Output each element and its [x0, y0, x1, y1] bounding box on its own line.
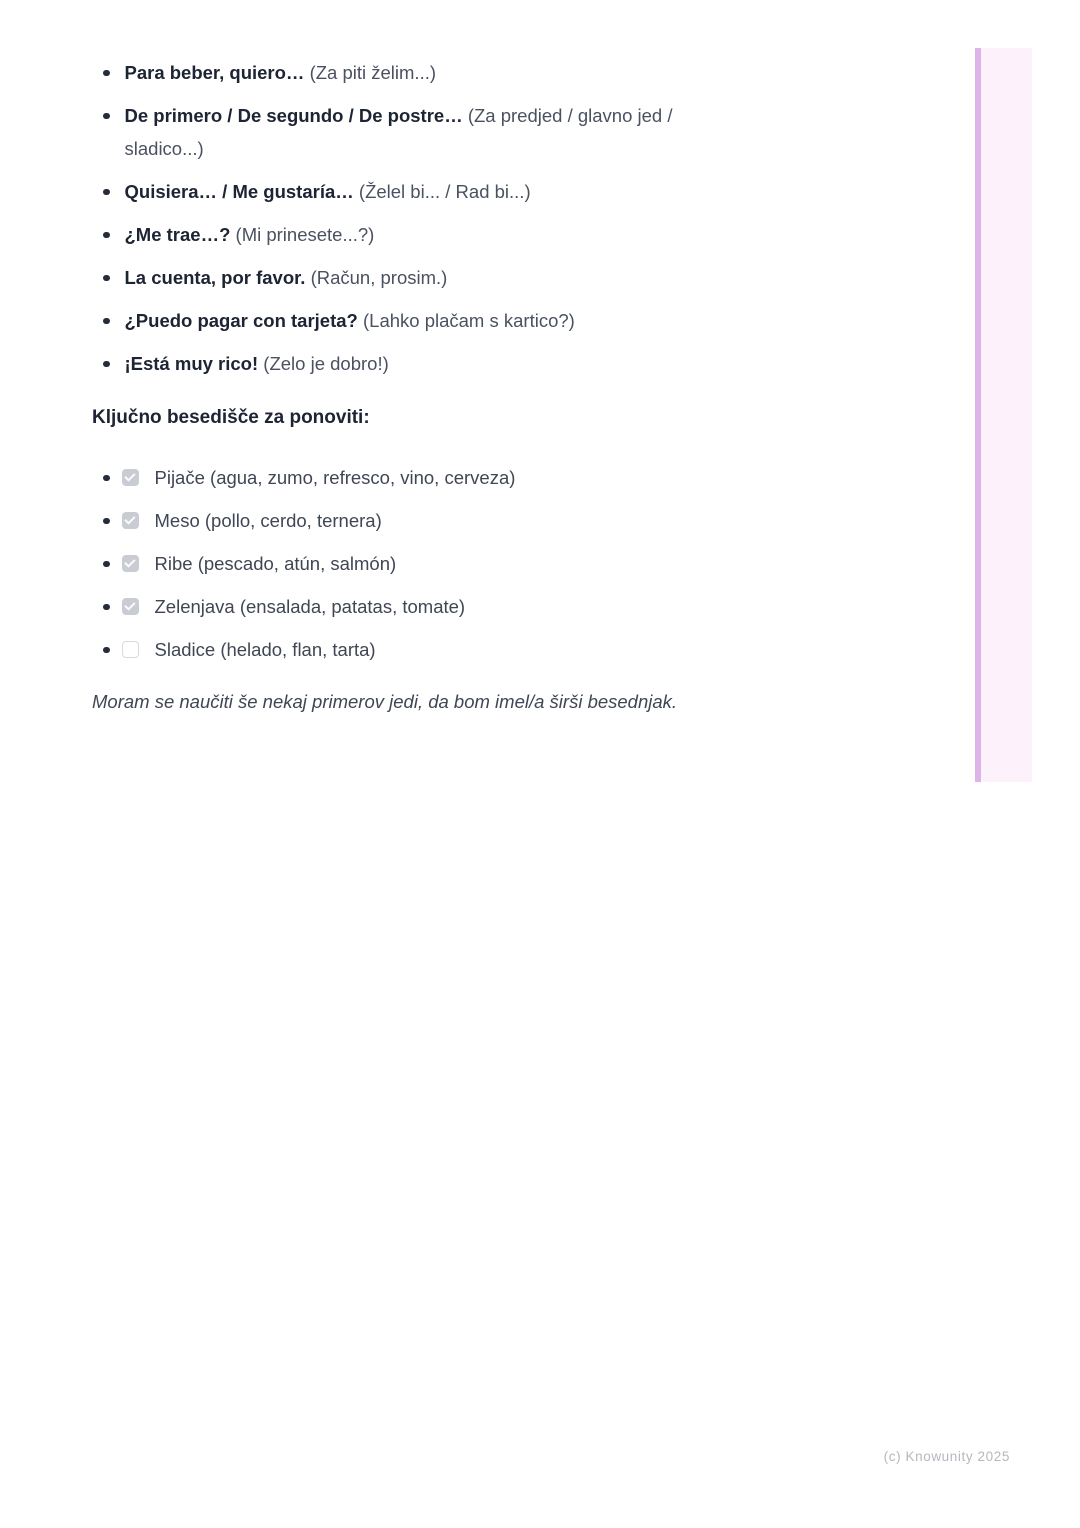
phrase-item	[92, 218, 852, 251]
phrase-spanish: Para beber, quiero…	[124, 62, 305, 83]
phrase-text	[125, 261, 448, 294]
vocab-heading: Ključno besedišče za ponoviti:	[92, 407, 370, 428]
phrase-item	[92, 175, 852, 208]
phrase-text	[125, 56, 437, 89]
bullet-icon	[103, 604, 110, 611]
phrase-item	[92, 304, 852, 337]
phrase-text	[125, 175, 531, 208]
bullet-icon	[103, 561, 110, 568]
phrase-translation: (Želel bi... / Rad bi...)	[358, 181, 531, 202]
phrase-translation: (Mi prinesete...?)	[235, 224, 375, 245]
checklist-item	[92, 633, 852, 666]
bullet-icon	[103, 70, 110, 77]
bullet-icon	[103, 232, 110, 239]
phrase-item	[92, 56, 852, 89]
phrase-spanish: De primero / De segundo / De postre…	[124, 105, 463, 126]
checkbox-icon[interactable]	[122, 469, 139, 486]
vocab-checklist	[92, 461, 852, 666]
phrase-spanish: Quisiera… / Me gustaría…	[124, 181, 354, 202]
phrase-item	[92, 261, 852, 294]
bullet-icon	[103, 318, 110, 325]
phrase-text	[125, 99, 750, 165]
phrase-spanish: ¡Está muy rico!	[124, 353, 259, 374]
phrase-translation: (Lahko plačam s kartico?)	[363, 310, 575, 331]
bullet-icon	[103, 275, 110, 282]
phrase-spanish: La cuenta, por favor.	[124, 267, 306, 288]
checklist-item	[92, 590, 852, 623]
phrase-item	[92, 347, 852, 380]
phrase-item	[92, 99, 852, 165]
footer-credit: (c) Knowunity 2025	[883, 1449, 1010, 1464]
phrase-list	[92, 56, 852, 380]
checklist-item	[92, 504, 852, 537]
note-text: Moram se naučiti še nekaj primerov jedi, da bom imel/a širši besednjak.	[92, 691, 678, 712]
checkbox-icon[interactable]	[122, 555, 139, 572]
page-accent-stripe	[975, 48, 1032, 782]
phrase-text	[125, 304, 575, 337]
bullet-icon	[103, 475, 110, 482]
bullet-icon	[103, 361, 110, 368]
checkbox-icon[interactable]	[122, 512, 139, 529]
phrase-translation: (Za piti želim...)	[309, 62, 437, 83]
phrase-text	[125, 347, 389, 380]
content	[92, 56, 852, 716]
phrase-spanish: ¿Me trae…?	[124, 224, 231, 245]
checklist-item	[92, 547, 852, 580]
checklist-label: Ribe (pescado, atún, salmón)	[154, 553, 397, 574]
bullet-icon	[103, 518, 110, 525]
checklist-item	[92, 461, 852, 494]
bullet-icon	[103, 189, 110, 196]
checkbox-icon[interactable]	[122, 641, 139, 658]
checklist-label: Zelenjava (ensalada, patatas, tomate)	[154, 596, 466, 617]
bullet-icon	[103, 113, 110, 120]
phrase-spanish: ¿Puedo pagar con tarjeta?	[124, 310, 358, 331]
checklist-label: Meso (pollo, cerdo, ternera)	[154, 510, 382, 531]
phrase-text	[125, 218, 375, 251]
phrase-translation: (Za predjed / glavno jed / sladico...)	[124, 105, 673, 159]
phrase-translation: (Zelo je dobro!)	[263, 353, 389, 374]
checklist-label: Pijače (agua, zumo, refresco, vino, cerveza)	[154, 467, 516, 488]
phrase-translation: (Račun, prosim.)	[310, 267, 448, 288]
checklist-label: Sladice (helado, flan, tarta)	[154, 639, 376, 660]
checkbox-icon[interactable]	[122, 598, 139, 615]
bullet-icon	[103, 647, 110, 654]
